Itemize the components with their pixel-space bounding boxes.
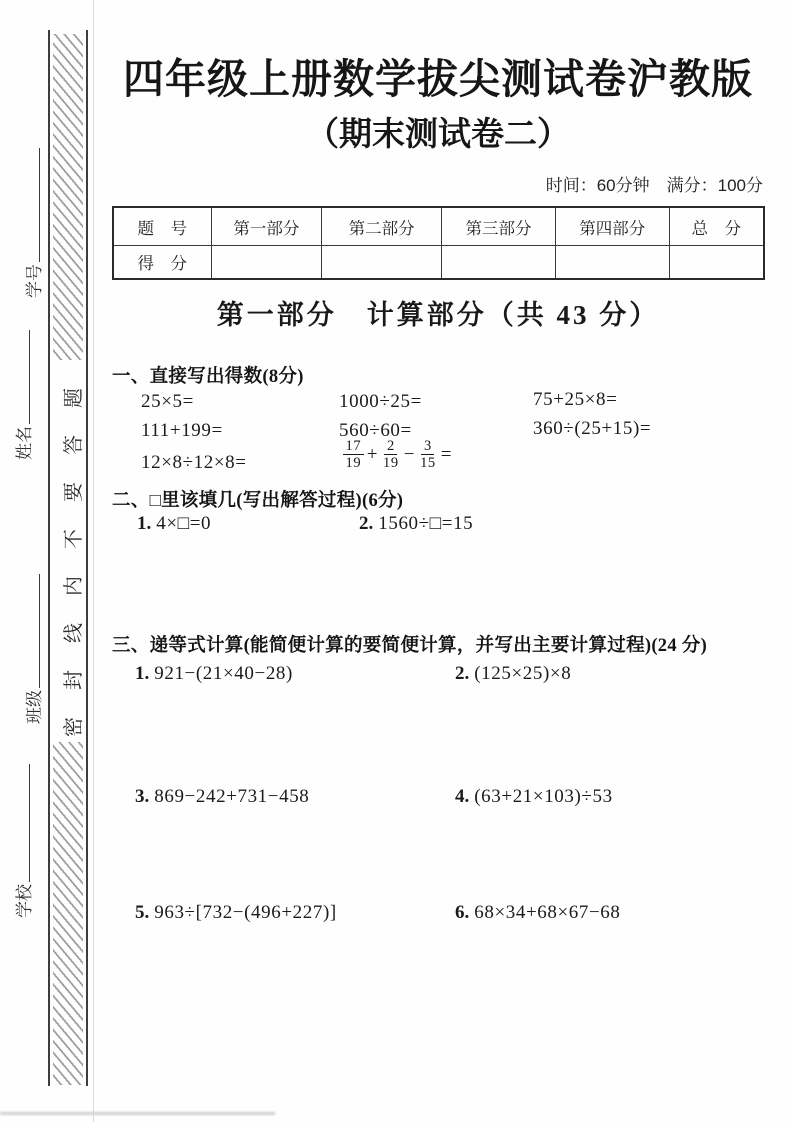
school-field <box>10 764 35 918</box>
equals-sign: = <box>440 443 453 465</box>
school-label: 学校 <box>15 884 34 918</box>
seal-border-line-right <box>86 30 88 1086</box>
calc-problem-2: 2. (125×25)×8 <box>455 663 572 684</box>
fraction-3: $\frac{3}{15}$ <box>420 438 436 472</box>
score-cell-total <box>669 246 764 280</box>
student-number-blank-line <box>24 148 40 262</box>
part1-title: 第一部分 计算部分（共 43 分） <box>216 300 660 330</box>
class-label: 班级 <box>25 690 44 724</box>
score-table-header-row <box>113 207 764 246</box>
class-field <box>20 574 45 724</box>
score-cell-part4 <box>555 246 669 280</box>
oral-calc-3: 75+25×8= <box>533 389 618 410</box>
score-cell-part2 <box>322 246 442 280</box>
paper-subtitle: （期末测试卷二） <box>306 115 570 152</box>
name-field <box>10 330 35 460</box>
paper-title: 四年级上册数学拔尖测试卷沪教版 <box>123 56 753 102</box>
oral-calc-7: 12×8÷12×8= <box>141 452 247 473</box>
section2-heading: 二、□里该填几(写出解答过程)(6分) <box>112 491 404 511</box>
oral-calc-5: 560÷60= <box>339 420 412 441</box>
fill-box-problem-2: 2. 1560÷□=15 <box>359 513 474 534</box>
oral-calc-4: 111+199= <box>141 420 223 441</box>
name-label: 姓名 <box>15 426 34 460</box>
score-table-header-part2: 第二部分 <box>322 207 442 246</box>
seal-warning-text: 密封线内不要答题 <box>63 361 85 737</box>
plus-operator: + <box>366 443 379 465</box>
minus-operator: − <box>403 443 416 465</box>
name-blank-line <box>14 330 30 424</box>
student-number-field <box>20 148 45 298</box>
score-table-header-part3: 第三部分 <box>442 207 556 246</box>
fraction-1: $\frac{17}{19}$ <box>343 438 364 471</box>
score-cell-part1 <box>211 246 321 280</box>
student-number-label: 学号 <box>25 264 44 298</box>
score-table <box>112 206 765 280</box>
section1-heading: 一、直接写出得数(8分) <box>112 367 304 387</box>
score-table-header-question: 题 号 <box>113 207 211 246</box>
oral-calc-6: 360÷(25+15)= <box>533 418 652 439</box>
score-table-score-row <box>113 246 764 280</box>
calc-problem-1: 1. 921−(21×40−28) <box>135 663 293 684</box>
oral-calc-8-fraction <box>343 438 453 471</box>
calc-problem-5: 5. 963÷[732−(496+227)] <box>135 902 337 923</box>
score-table-header-total: 总 分 <box>669 207 764 246</box>
oral-calc-2: 1000÷25= <box>339 391 422 412</box>
section3-heading: 三、递等式计算(能简便计算的要简便计算，并写出主要计算过程)(24 分) <box>112 636 708 656</box>
school-blank-line <box>14 764 30 882</box>
fraction-2: $\frac{2}{19}$ <box>383 438 399 472</box>
calc-problem-3: 3. 869−242+731−458 <box>135 786 310 807</box>
calc-problem-6: 6. 68×34+68×67−68 <box>455 902 621 923</box>
fill-box-problem-1: 1. 4×□=0 <box>137 513 212 534</box>
oral-calc-1: 25×5= <box>141 391 194 412</box>
class-blank-line <box>24 574 40 688</box>
score-cell-part3 <box>442 246 556 280</box>
seal-hatch-top <box>53 34 83 360</box>
score-table-header-part4: 第四部分 <box>555 207 669 246</box>
seal-hatch-bottom <box>53 742 83 1085</box>
scan-artifact <box>0 1112 275 1115</box>
seal-border-line-left <box>48 30 50 1086</box>
score-table-header-part1: 第一部分 <box>211 207 321 246</box>
time-and-score-info: 时间：60分钟 满分：100分 <box>545 176 763 195</box>
scan-page-edge <box>93 0 94 1122</box>
calc-problem-4: 4. (63+21×103)÷53 <box>455 786 613 807</box>
score-row-label: 得 分 <box>113 246 211 280</box>
